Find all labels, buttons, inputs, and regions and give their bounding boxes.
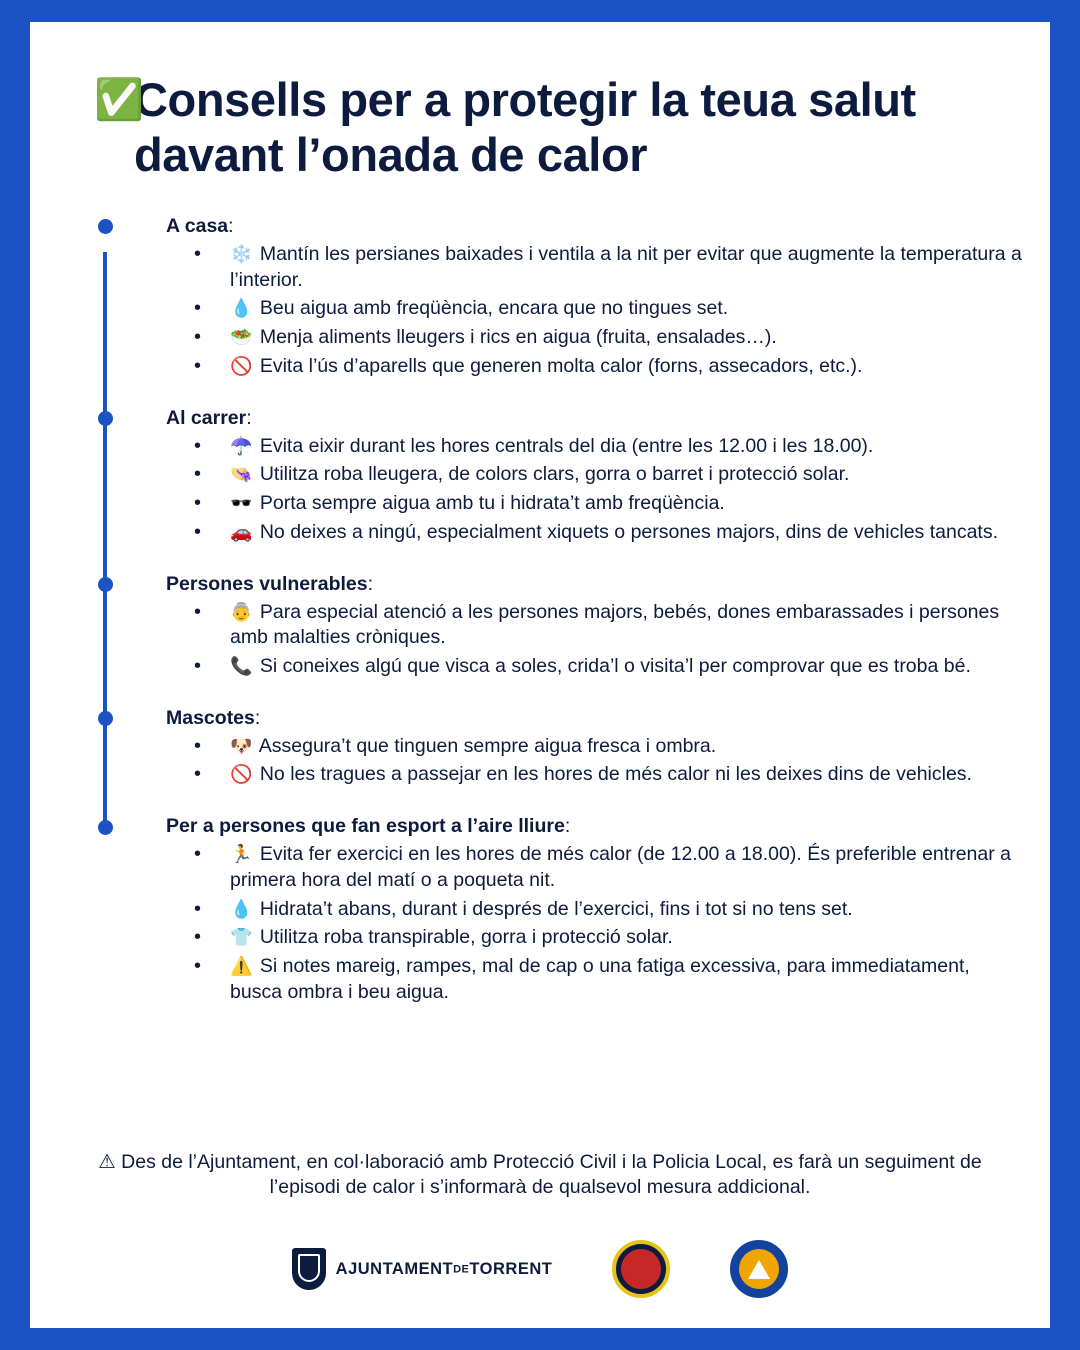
footnote: [76, 1150, 1004, 1201]
item-text: Si coneixes algú que visca a soles, crida’l o visita’l per comprovar que es troba bé.: [259, 654, 971, 677]
advice-section: [166, 707, 1026, 788]
bullet-icon: •: [194, 242, 202, 265]
list-item: [194, 762, 1026, 788]
item-text: Utilitza roba transpirable, gorra i protecció solar.: [259, 926, 673, 949]
logo-row: [30, 1240, 1050, 1298]
bullet-icon: •: [194, 897, 202, 920]
section-heading: [166, 707, 1026, 730]
item-text: Beu aigua amb freqüència, encara que no tingues set.: [259, 297, 729, 320]
ajuntament-place: TORRENT: [469, 1259, 553, 1278]
item-text: No les tragues a passejar en les hores de més calor ni les deixes dins de vehicles.: [259, 763, 972, 786]
ajuntament-word: AJUNTAMENT: [335, 1259, 454, 1278]
timeline-rail: [98, 240, 112, 835]
advice-list: [166, 242, 1026, 380]
check-mark-icon: ✅: [94, 78, 144, 122]
item-emoji-icon: ❄️: [230, 243, 253, 264]
section-heading: [166, 215, 1026, 238]
advice-list: [166, 842, 1026, 1005]
bullet-icon: •: [194, 734, 202, 757]
section-heading-label: Per a persones que fan esport a l’aire lliure: [166, 815, 565, 838]
bullet-icon: •: [194, 955, 202, 978]
section-heading-label: Mascotes: [166, 706, 255, 729]
item-emoji-icon: 🚫: [230, 764, 253, 785]
bullet-icon: •: [194, 326, 202, 349]
policia-local-badge: [612, 1240, 670, 1298]
item-emoji-icon: ⚠️: [230, 956, 253, 977]
ajuntament-logo: [292, 1248, 553, 1290]
list-item: [194, 654, 1026, 680]
bullet-icon: •: [194, 843, 202, 866]
list-item: [194, 462, 1026, 488]
list-item: [194, 325, 1026, 351]
advice-list: [166, 734, 1026, 788]
list-item: [194, 897, 1026, 923]
timeline-dot: [98, 711, 113, 726]
item-text: No deixes a ningú, especialment xiquets o persones majors, dins de vehicles tancats.: [259, 520, 998, 543]
bullet-icon: •: [194, 520, 202, 543]
bullet-icon: •: [194, 926, 202, 949]
ajuntament-de: DE: [453, 1263, 470, 1276]
section-heading-colon: :: [254, 706, 261, 729]
list-item: [194, 520, 1026, 546]
timeline-dot: [98, 577, 113, 592]
item-text: Para especial atenció a les persones majors, bebés, dones embarassades i persones amb malalties cròniques.: [230, 600, 1000, 649]
item-emoji-icon: 💧: [230, 298, 253, 319]
list-item: [194, 954, 1026, 1005]
list-item: [194, 296, 1026, 322]
list-item: [194, 925, 1026, 951]
item-emoji-icon: ☂️: [230, 435, 253, 456]
item-text: Si notes mareig, rampes, mal de cap o una fatiga excessiva, para immediatament, busca ombra i beu aigua.: [230, 955, 970, 1003]
item-emoji-icon: 👵: [230, 601, 253, 622]
bullet-icon: •: [194, 434, 202, 457]
item-emoji-icon: 👒: [230, 464, 253, 485]
list-item: [194, 491, 1026, 517]
item-emoji-icon: 🚗: [230, 521, 253, 542]
bullet-icon: •: [194, 492, 202, 515]
timeline-dot: [98, 219, 113, 234]
list-item: [194, 734, 1026, 760]
section-heading: [166, 815, 1026, 838]
item-text: Utilitza roba lleugera, de colors clars, gorra o barret i protecció solar.: [259, 463, 850, 486]
list-item: [194, 842, 1026, 893]
civil-triangle-icon: [748, 1260, 770, 1279]
item-emoji-icon: 🚫: [230, 355, 253, 376]
section-heading-colon: :: [564, 815, 571, 838]
section-heading-label: A casa: [166, 214, 229, 237]
item-emoji-icon: 🕶️: [230, 493, 253, 514]
section-heading-colon: :: [246, 406, 252, 429]
poster-sheet: [30, 22, 1050, 1328]
list-item: [194, 434, 1026, 460]
policia-local-inner-icon: [621, 1249, 661, 1289]
coat-of-arms-icon: [292, 1248, 326, 1290]
ajuntament-logo-text: [336, 1260, 553, 1279]
advice-sections: [166, 215, 1026, 1006]
section-heading-label: Persones vulnerables: [166, 572, 368, 595]
item-emoji-icon: 👕: [230, 927, 253, 948]
timeline-dot: [98, 820, 113, 835]
item-text: Menja aliments lleugers i rics en aigua (fruita, ensalades…).: [259, 326, 777, 349]
item-emoji-icon: 📞: [230, 655, 253, 676]
section-heading-colon: :: [228, 214, 234, 237]
item-emoji-icon: 💧: [230, 898, 253, 919]
bullet-icon: •: [194, 654, 202, 677]
advice-section: [166, 815, 1026, 1005]
item-text: Assegura’t que tinguen sempre aigua fresca i ombra.: [258, 734, 717, 757]
bullet-icon: •: [194, 463, 202, 486]
item-emoji-icon: 🐶: [230, 735, 253, 756]
section-heading: [166, 407, 1026, 430]
bullet-icon: •: [194, 297, 202, 320]
advice-section: [166, 573, 1026, 680]
bullet-icon: •: [194, 354, 202, 377]
advice-list: [166, 600, 1026, 680]
section-heading: [166, 573, 1026, 596]
section-heading-label: Al carrer: [166, 406, 247, 429]
bullet-icon: •: [194, 600, 202, 623]
item-text: Evita l’ús d’aparells que generen molta calor (forns, assecadors, etc.).: [259, 354, 863, 377]
item-emoji-icon: 🥗: [230, 327, 253, 348]
advice-list: [166, 434, 1026, 546]
poster-content: [30, 22, 1050, 1328]
item-text: Evita eixir durant les hores centrals del dia (entre les 12.00 i les 18.00).: [259, 434, 874, 457]
proteccio-civil-badge: [730, 1240, 788, 1298]
timeline-dot: [98, 411, 113, 426]
timeline-line: [103, 252, 107, 829]
list-item: [194, 600, 1026, 651]
list-item: [194, 354, 1026, 380]
item-text: Hidrata’t abans, durant i després de l’exercici, fins i tot si no tens set.: [259, 897, 853, 920]
warning-icon: ⚠: [98, 1151, 116, 1173]
list-item: [194, 242, 1026, 293]
bullet-icon: •: [194, 763, 202, 786]
page-title: Consells per a protegir la teua salut davant l’onada de calor: [134, 73, 916, 182]
footnote-text: Des de l’Ajuntament, en col·laboració amb Protecció Civil i la Policia Local, es farà un seguiment de l’episodi de calor i s’informarà de qualsevol mesura addicional.: [121, 1151, 982, 1199]
item-text: Evita fer exercici en les hores de més calor (de 12.00 a 18.00). És preferible entrenar a primera hora del matí o a poqueta nit.: [230, 843, 1011, 891]
advice-section: [166, 215, 1026, 380]
section-heading-colon: :: [367, 572, 374, 595]
item-emoji-icon: 🏃: [230, 844, 253, 865]
proteccio-civil-inner-icon: [739, 1249, 779, 1289]
item-text: Mantín les persianes baixades i ventila a la nit per evitar que augmente la temperatura a l’interior.: [230, 242, 1022, 291]
advice-section: [166, 407, 1026, 546]
item-text: Porta sempre aigua amb tu i hidrata’t amb freqüència.: [259, 492, 725, 515]
